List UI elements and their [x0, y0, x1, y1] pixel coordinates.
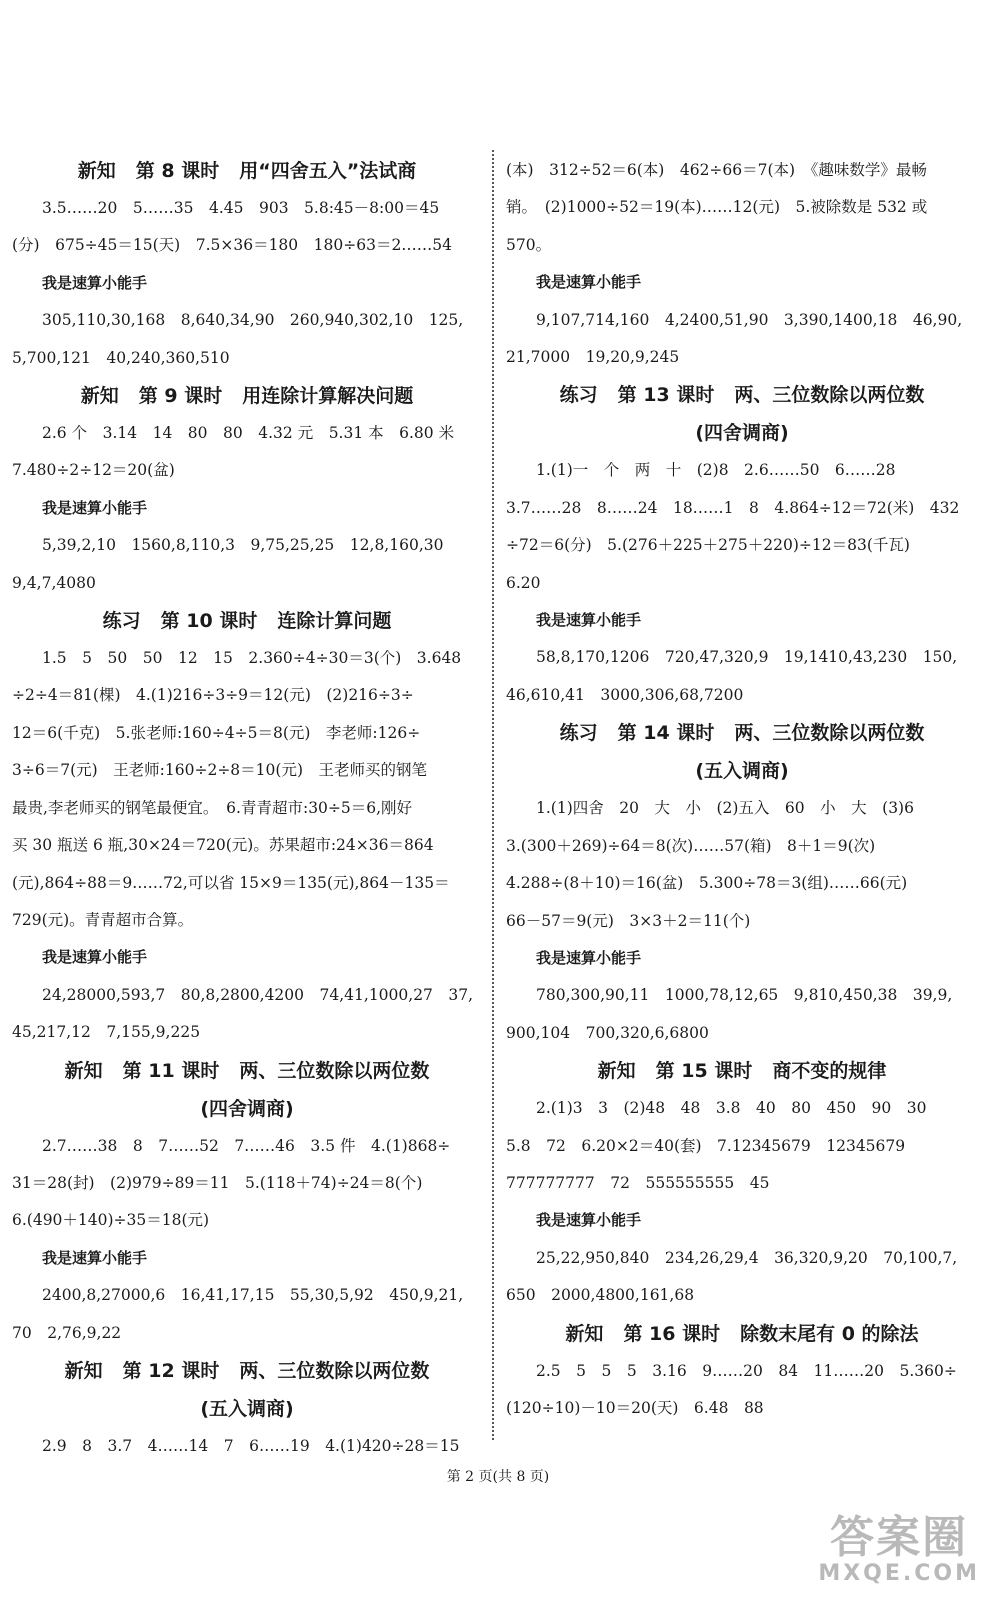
- answer-line: 5,39,2,10 1560,8,110,3 9,75,25,25 12,8,160,30: [42, 536, 444, 555]
- answer-line: 销。 (2)1000÷52＝19(本)……12(元) 5.被除数是 532 或: [506, 198, 928, 217]
- speed-calc-label: 我是速算小能手: [536, 611, 642, 630]
- answer-line: (本) 312÷52＝6(本) 462÷66＝7(本) 《趣味数学》最畅: [506, 161, 927, 179]
- answer-line: 5,700,121 40,240,360,510: [12, 348, 230, 367]
- answer-line: 31＝28(封) (2)979÷89＝11 5.(118＋74)÷24＝8(个): [12, 1173, 423, 1192]
- section-heading-tag: 新知: [565, 1322, 604, 1345]
- answer-line: 6.20: [506, 573, 541, 592]
- answer-line: 66－57＝9(元) 3×3＋2＝11(个): [506, 911, 751, 930]
- section-heading-tag: 练习: [559, 722, 598, 745]
- section-heading: [12, 602, 482, 640]
- watermark-logo: [818, 1514, 980, 1587]
- answer-line: 70 2,76,9,22: [12, 1323, 122, 1342]
- section-heading-lesson: 第 11 课时: [122, 1059, 220, 1082]
- section-heading-lesson: 第 8 课时: [135, 160, 220, 182]
- section-heading: [12, 152, 482, 190]
- column-divider: [492, 150, 494, 1440]
- section-heading: [12, 377, 482, 415]
- answer-line: 45,217,12 7,155,9,225: [12, 1023, 201, 1042]
- section-heading-title: 两、三位数除以两位数: [239, 1059, 430, 1082]
- section-heading: [506, 1315, 978, 1353]
- speed-calc-label: 我是速算小能手: [42, 498, 148, 517]
- section-subheading: (五入调商): [695, 760, 789, 783]
- section-heading: [12, 1052, 482, 1090]
- answer-line: 最贵,李老师买的钢笔最便宜。 6.青青超市:30÷5＝6,刚好: [12, 798, 413, 817]
- section-heading-tag: 新知: [80, 385, 119, 408]
- watermark-main-text: 答案圈: [830, 1512, 969, 1563]
- answer-line: 3.7……28 8……24 18……1 8 4.864÷12＝72(米) 432: [506, 498, 960, 517]
- answer-line: (分) 675÷45＝15(天) 7.5×36＝180 180÷63＝2……54: [12, 236, 453, 255]
- answer-line: 6.(490＋140)÷35＝18(元): [12, 1211, 210, 1230]
- watermark-sub-text: MXQE.COM: [818, 1561, 980, 1587]
- page-footer: 第 2 页(共 8 页): [446, 1469, 550, 1485]
- section-heading-title: 两、三位数除以两位数: [734, 384, 925, 407]
- answer-line: 3.5……20 5……35 4.45 903 5.8:45－8:00＝45: [42, 199, 440, 217]
- answer-line: 买 30 瓶送 6 瓶,30×24＝720(元)。苏果超市:24×36＝864: [12, 836, 434, 855]
- answer-line: 305,110,30,168 8,640,34,90 260,940,302,10 125,: [42, 311, 464, 330]
- answer-line: 25,22,950,840 234,26,29,4 36,320,9,20 70,100,7,: [536, 1248, 958, 1267]
- section-subheading: (五入调商): [200, 1397, 294, 1420]
- left-column: [12, 152, 482, 1465]
- answer-line: 3.(300＋269)÷64＝8(次)……57(箱) 8＋1＝9(次): [506, 836, 876, 855]
- section-heading-title: 用连除计算解决问题: [242, 385, 414, 408]
- section-heading-tag: 练习: [559, 384, 598, 407]
- section-heading-title: 两、三位数除以两位数: [734, 722, 925, 745]
- answer-line: 9,107,714,160 4,2400,51,90 3,390,1400,18 46,90,: [536, 310, 963, 329]
- section-heading-lesson: 第 9 课时: [138, 385, 223, 408]
- section-heading-title: 商不变的规律: [772, 1060, 887, 1083]
- answer-line: (元),864÷88＝9……72,可以省 15×9＝135(元),864－135＝: [12, 873, 450, 892]
- speed-calc-label: 我是速算小能手: [42, 1248, 148, 1267]
- speed-calc-label: 我是速算小能手: [536, 1211, 642, 1230]
- answer-line: 2.6 个 3.14 14 80 80 4.32 元 5.31 本 6.80 米: [42, 424, 455, 443]
- answer-line: 46,610,41 3000,306,68,7200: [506, 685, 744, 704]
- speed-calc-label: 我是速算小能手: [42, 948, 148, 967]
- answer-line: 1.5 5 50 50 12 15 2.360÷4÷30＝3(个) 3.648: [42, 649, 462, 668]
- section-heading: [12, 1352, 482, 1390]
- section-heading: [506, 376, 978, 414]
- section-heading: [506, 714, 978, 752]
- section-heading-title: 用“四舍五入”法试商: [239, 160, 417, 182]
- answer-line: 900,104 700,320,6,6800: [506, 1023, 709, 1042]
- section-heading-title: 两、三位数除以两位数: [239, 1359, 430, 1382]
- section-heading-lesson: 第 12 课时: [122, 1359, 220, 1382]
- section-heading-tag: 新知: [597, 1060, 636, 1083]
- answer-line: 780,300,90,11 1000,78,12,65 9,810,450,38 39,9,: [536, 986, 953, 1005]
- answer-line: 777777777 72 555555555 45: [506, 1173, 770, 1192]
- answer-line: 2.5 5 5 5 3.16 9……20 84 11……20 5.360÷: [536, 1361, 957, 1380]
- right-column: [506, 152, 978, 1427]
- answer-line: 7.480÷2÷12＝20(盆): [12, 461, 175, 480]
- section-heading-title: 除数末尾有 0 的除法: [740, 1322, 919, 1345]
- answer-line: 1.(1)一 个 两 十 (2)8 2.6……50 6……28: [536, 461, 896, 480]
- section-heading-lesson: 第 10 课时: [160, 610, 258, 633]
- speed-calc-label: 我是速算小能手: [42, 273, 148, 292]
- answer-line: 12＝6(千克) 5.张老师:160÷4÷5＝8(元) 李老师:126÷: [12, 723, 421, 742]
- answer-line: 2400,8,27000,6 16,41,17,15 55,30,5,92 450,9,21,: [42, 1286, 464, 1305]
- answer-line: 1.(1)四舍 20 大 小 (2)五入 60 小 大 (3)6: [536, 799, 914, 818]
- section-heading-tag: 新知: [64, 1359, 103, 1382]
- section-heading-tag: 新知: [64, 1059, 103, 1082]
- answer-line: 570。: [506, 235, 552, 254]
- answer-line: (120÷10)－10＝20(天) 6.48 88: [506, 1398, 764, 1417]
- section-heading-tag: 新知: [77, 160, 116, 182]
- section-heading-title: 连除计算问题: [277, 610, 392, 633]
- answer-line: 9,4,7,4080: [12, 573, 96, 592]
- answer-line: 58,8,170,1206 720,47,320,9 19,1410,43,230 150,: [536, 648, 958, 667]
- answer-line: 21,7000 19,20,9,245: [506, 348, 680, 367]
- answer-line: 24,28000,593,7 80,8,2800,4200 74,41,1000,27 37,: [42, 985, 474, 1004]
- section-heading-lesson: 第 15 课时: [655, 1060, 753, 1083]
- section-heading-lesson: 第 14 课时: [617, 722, 715, 745]
- speed-calc-label: 我是速算小能手: [536, 948, 642, 967]
- answer-line: 2.7……38 8 7……52 7……46 3.5 件 4.(1)868÷: [42, 1136, 451, 1155]
- answer-line: ÷72＝6(分) 5.(276＋225＋275＋220)÷12＝83(千瓦): [506, 536, 910, 555]
- answer-line: 2.(1)3 3 (2)48 48 3.8 40 80 450 90 30: [536, 1099, 927, 1118]
- section-heading-lesson: 第 16 课时: [623, 1322, 721, 1345]
- answer-line: ÷2÷4＝81(棵) 4.(1)216÷3÷9＝12(元) (2)216÷3÷: [12, 686, 414, 705]
- answer-line: 5.8 72 6.20×2＝40(套) 7.12345679 12345679: [506, 1136, 906, 1155]
- section-subheading: (四舍调商): [200, 1097, 294, 1120]
- section-heading-tag: 练习: [102, 610, 141, 633]
- answer-line: 650 2000,4800,161,68: [506, 1286, 695, 1305]
- section-heading: [506, 1052, 978, 1090]
- answer-line: 2.9 8 3.7 4……14 7 6……19 4.(1)420÷28＝15: [42, 1436, 460, 1455]
- answer-line: 4.288÷(8＋10)＝16(盆) 5.300÷78＝3(组)……66(元): [506, 874, 908, 893]
- section-heading-lesson: 第 13 课时: [617, 384, 715, 407]
- answer-line: 729(元)。青青超市合算。: [12, 910, 194, 929]
- speed-calc-label: 我是速算小能手: [536, 273, 642, 292]
- answer-line: 3÷6＝7(元) 王老师:160÷2÷8＝10(元) 王老师买的钢笔: [12, 761, 427, 780]
- section-subheading: (四舍调商): [695, 422, 789, 445]
